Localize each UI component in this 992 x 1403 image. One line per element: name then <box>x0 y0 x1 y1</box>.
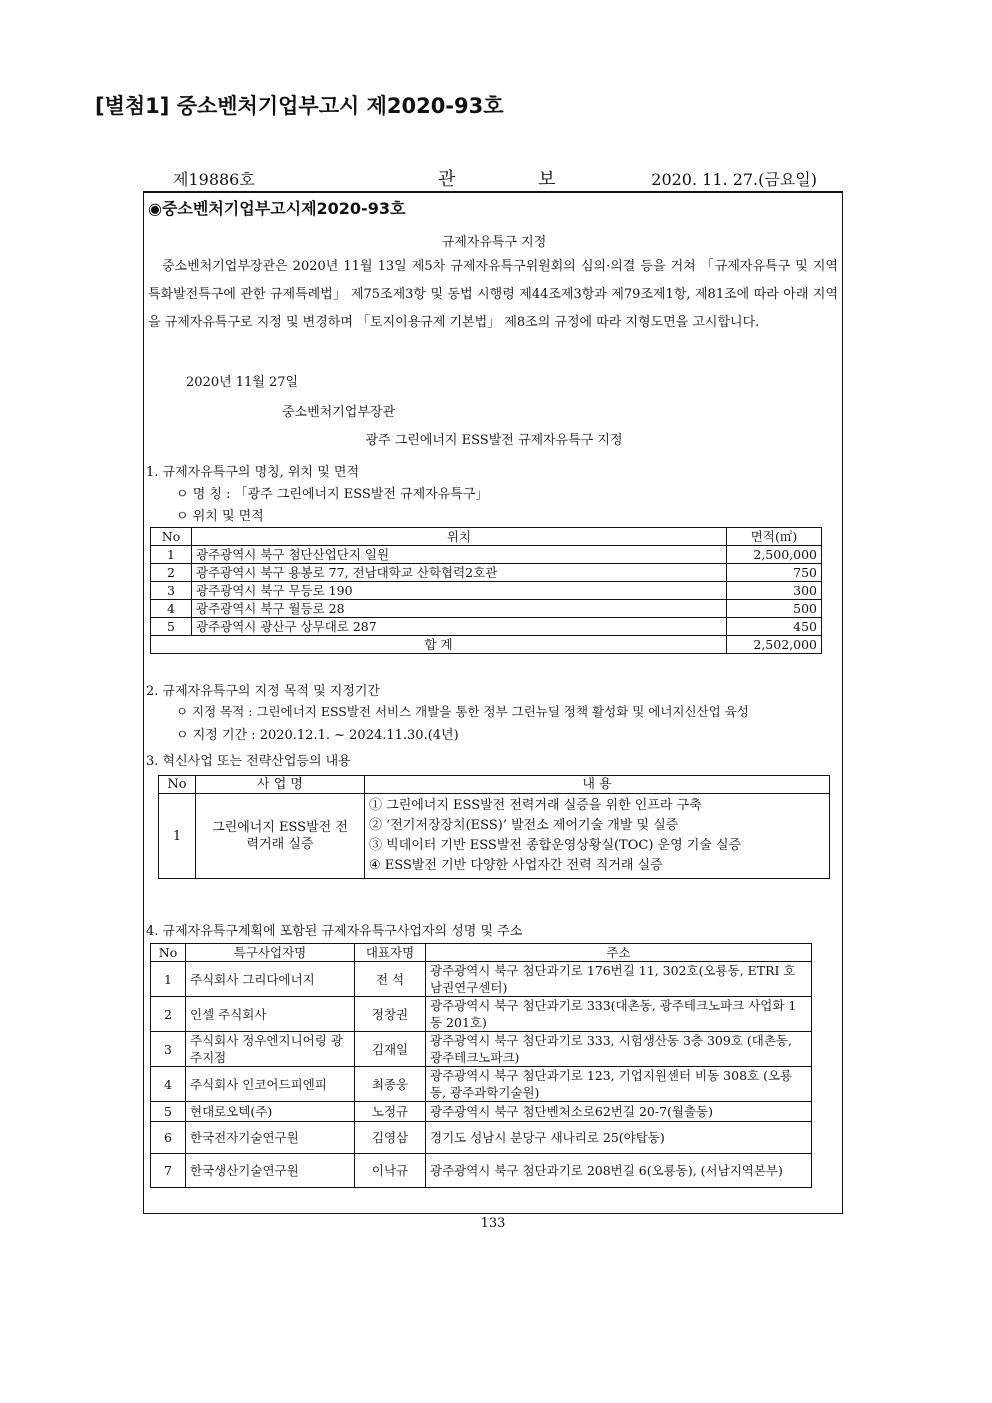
row-no: 5 <box>151 618 192 636</box>
row-company: 한국생산기술연구원 <box>186 1154 355 1188</box>
row-location: 광주광역시 북구 용봉로 77, 전남대학교 산학협력2호관 <box>192 564 727 582</box>
gazette-name-right: 보 <box>538 169 556 190</box>
table-row <box>151 1122 812 1154</box>
table-row <box>151 962 812 997</box>
row-address: 광주광역시 북구 첨단과기로 333(대촌동, 광주테크노파크 사업화 1동 201호) <box>426 997 812 1032</box>
row-contents <box>365 794 830 879</box>
project-table <box>158 775 830 879</box>
row-area: 300 <box>727 582 822 600</box>
total-label: 합 계 <box>151 636 727 654</box>
row-rep: 최종웅 <box>355 1067 426 1102</box>
col-address: 주소 <box>426 944 812 962</box>
table-row <box>151 600 822 618</box>
section4-heading: 4. 규제자유특구계획에 포함된 규제자유특구사업자의 성명 및 주소 <box>146 924 523 939</box>
row-no: 4 <box>151 600 192 618</box>
row-no: 1 <box>151 546 192 564</box>
table-header-row <box>151 944 812 962</box>
gazette-page <box>143 165 843 1231</box>
section2-period: ㅇ 지정 기간 : 2020.12.1. ~ 2024.11.30.(4년) <box>176 728 459 743</box>
table-row <box>151 564 822 582</box>
row-address: 경기도 성남시 분당구 새나리로 25(야탑동) <box>426 1122 812 1154</box>
table-row <box>151 1067 812 1102</box>
table-row <box>151 618 822 636</box>
row-area: 750 <box>727 564 822 582</box>
row-rep: 김재일 <box>355 1032 426 1067</box>
col-location: 위치 <box>192 528 727 546</box>
row-rep: 김영삼 <box>355 1122 426 1154</box>
row-location: 광주광역시 북구 월등로 28 <box>192 600 727 618</box>
row-no: 2 <box>151 997 186 1032</box>
col-area: 면적(㎡) <box>727 528 822 546</box>
row-area: 500 <box>727 600 822 618</box>
row-no: 7 <box>151 1154 186 1188</box>
row-rep: 정창권 <box>355 997 426 1032</box>
table-total-row <box>151 636 822 654</box>
notice-subject: 규제자유특구 지정 <box>441 235 547 250</box>
gazette-date: 2020. 11. 27.(금요일) <box>651 170 817 189</box>
row-address: 광주광역시 북구 첨단과기로 176번길 11, 302호(오룡동, ETRI 호남권연구센터) <box>426 962 812 997</box>
section1-heading: 1. 규제자유특구의 명칭, 위치 및 면적 <box>146 465 360 480</box>
row-no: 3 <box>151 582 192 600</box>
row-company: 인셀 주식회사 <box>186 997 355 1032</box>
gazette-name-left: 관 <box>438 169 456 190</box>
section2-heading: 2. 규제자유특구의 지정 목적 및 지정기간 <box>146 684 380 699</box>
row-location: 광주광역시 북구 무등로 190 <box>192 582 727 600</box>
page-title: [별첨1] 중소벤처기업부고시 제2020-93호 <box>95 94 504 118</box>
content-item: ② ‘전기저장장치(ESS)’ 발전소 제어기술 개발 및 실증 <box>369 818 679 833</box>
section3-heading: 3. 혁신사업 또는 전략산업등의 내용 <box>146 754 351 769</box>
operator-table <box>150 943 812 1188</box>
notice-date: 2020년 11월 27일 <box>186 375 299 390</box>
table-row <box>151 997 812 1032</box>
table-row <box>151 582 822 600</box>
section1-loc-line: ㅇ 위치 및 면적 <box>176 509 264 524</box>
row-no: 5 <box>151 1102 186 1122</box>
row-no: 1 <box>159 794 196 879</box>
row-company: 주식회사 인코어드피엔피 <box>186 1067 355 1102</box>
row-no: 6 <box>151 1122 186 1154</box>
row-rep: 이낙규 <box>355 1154 426 1188</box>
row-company: 한국전자기술연구원 <box>186 1122 355 1154</box>
row-area: 2,500,000 <box>727 546 822 564</box>
row-area: 450 <box>727 618 822 636</box>
row-no: 4 <box>151 1067 186 1102</box>
notice-title: ◉중소벤처기업부고시제2020-93호 <box>148 199 406 218</box>
col-project: 사 업 명 <box>196 776 365 794</box>
table-row <box>151 1154 812 1188</box>
col-no: No <box>151 528 192 546</box>
col-no: No <box>159 776 196 794</box>
table-row <box>159 794 830 879</box>
row-company: 주식회사 그리다에너지 <box>186 962 355 997</box>
content-item: ① 그린에너지 ESS발전 전력거래 실증을 위한 인프라 구축 <box>369 798 702 813</box>
row-location: 광주광역시 광산구 상무대로 287 <box>192 618 727 636</box>
gazette-body <box>143 191 843 1214</box>
table-row <box>151 1032 812 1067</box>
table-header-row <box>151 528 822 546</box>
table-row <box>151 546 822 564</box>
row-no: 3 <box>151 1032 186 1067</box>
content-item: ③ 빅데이터 기반 ESS발전 종합운영상황실(TOC) 운영 기술 실증 <box>369 838 742 853</box>
row-address: 광주광역시 북구 첨단과기로 123, 기업지원센터 비동 308호 (오룡동, 광주과학기술원) <box>426 1067 812 1102</box>
row-rep: 전 석 <box>355 962 426 997</box>
row-company: 주식회사 정우엔지니어링 광주지점 <box>186 1032 355 1067</box>
row-no: 1 <box>151 962 186 997</box>
total-value: 2,502,000 <box>727 636 822 654</box>
page-number: 133 <box>480 1216 506 1231</box>
col-no: No <box>151 944 186 962</box>
section2-purpose: ㅇ 지정 목적 : 그린에너지 ESS발전 서비스 개발을 통한 정부 그린뉴딜 정책 활성화 및 에너지신산업 육성 <box>176 704 749 719</box>
row-location: 광주광역시 북구 첨단산업단지 일원 <box>192 546 727 564</box>
table-row <box>151 1102 812 1122</box>
row-rep: 노정규 <box>355 1102 426 1122</box>
col-rep: 대표자명 <box>355 944 426 962</box>
notice-intro: 중소벤처기업부장관은 2020년 11월 13일 제5차 규제자유특구위원회의 심의·의결 등을 거쳐 「규제자유특구 및 지역특화발전특구에 관한 규제특례법」 제75조제3항 및 동법 시행령 제44조제3항과 제79조제1항, 제81조에 따라 아래 지역을 규제자유특구로 지정 및 변경하며 「토지이용규제 기본법」 제8조의 규정에 따라 지형도면을 고시합니다. <box>148 259 838 330</box>
row-address: 광주광역시 북구 첨단과기로 208번길 6(오룡동), (서남지역본부) <box>426 1154 812 1188</box>
section1-name-line: ㅇ 명 칭 : 「광주 그린에너지 ESS발전 규제자유특구」 <box>176 487 489 502</box>
row-company: 현대로오텍(주) <box>186 1102 355 1122</box>
notice-issuer: 중소벤처기업부장관 <box>282 405 396 420</box>
col-contents: 내 용 <box>365 776 830 794</box>
gazette-header <box>143 165 843 193</box>
zone-title: 광주 그린에너지 ESS발전 규제자유특구 지정 <box>365 433 623 448</box>
content-item: ④ ESS발전 기반 다양한 사업자간 전력 직거래 실증 <box>369 858 663 873</box>
table-header-row <box>159 776 830 794</box>
row-no: 2 <box>151 564 192 582</box>
gazette-number: 제19886호 <box>173 170 255 189</box>
row-address: 광주광역시 북구 첨단과기로 333, 시험생산동 3층 309호 (대촌동, 광주테크노파크) <box>426 1032 812 1067</box>
row-address: 광주광역시 북구 첨단벤처소로62번길 20-7(월출동) <box>426 1102 812 1122</box>
row-project: 그린에너지 ESS발전 전력거래 실증 <box>196 794 365 879</box>
col-company: 특구사업자명 <box>186 944 355 962</box>
location-table <box>150 527 822 654</box>
